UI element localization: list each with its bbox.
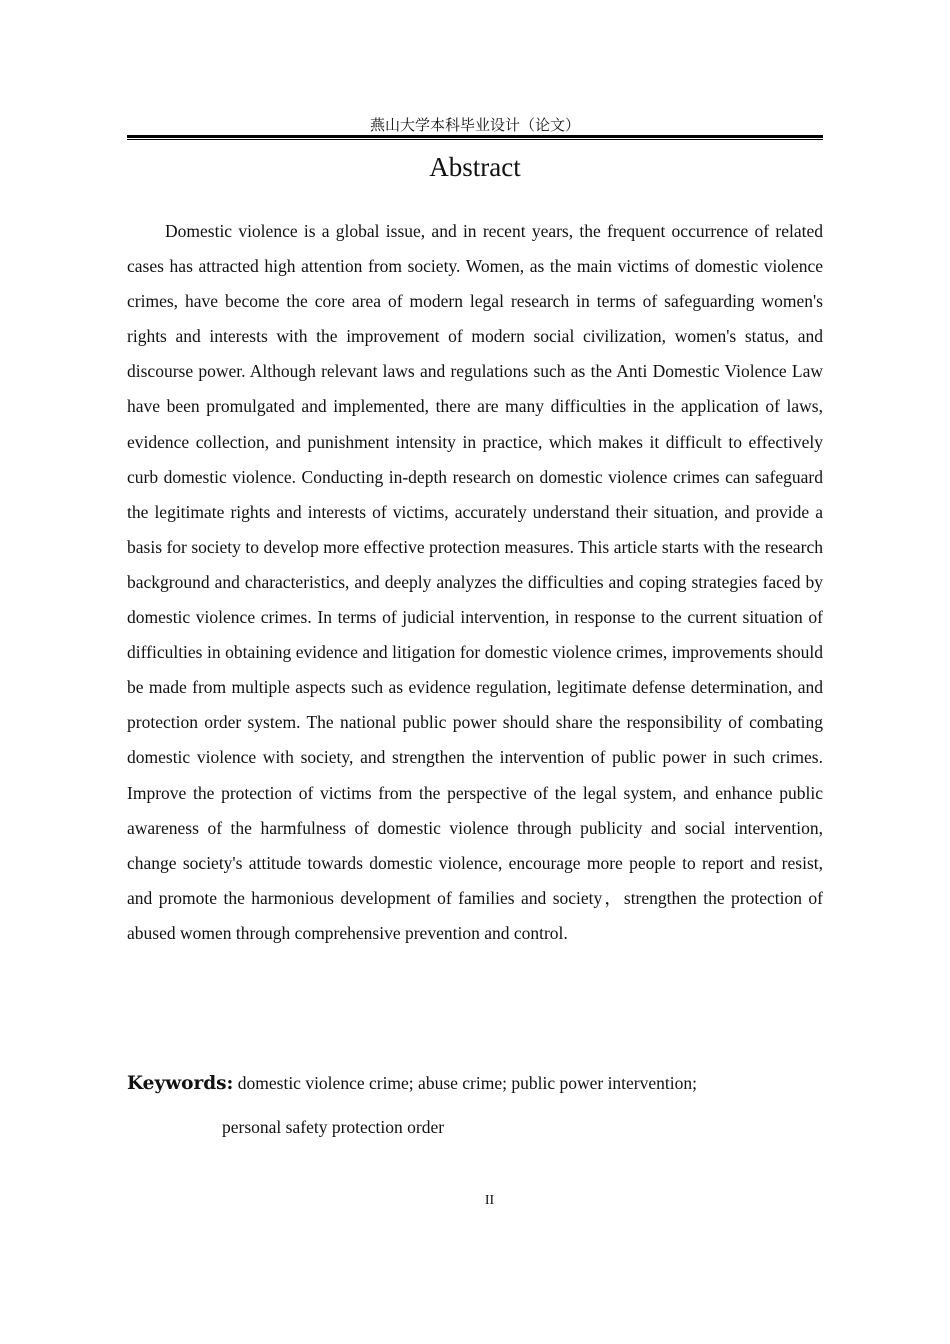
abstract-body: Domestic violence is a global issue, and in recent years, the frequent occurrence of related cases has attracted high attention from society. Women, as the main victims of domestic violence crimes, have become the core area of modern legal research in terms of safeguarding women's rights and interests with the improvement of modern social civilization, women's status, and discourse power. Although relevant laws and regulations such as the Anti Domestic Violence Law have been promulgated and implemented, there are many difficulties in the application of laws, evidence collection, and punishment intensity in practice, which makes it difficult to effectively curb domestic violence. Conducting in-depth research on domestic violence crimes can safeguard the legitimate rights and interests of victims, accurately understand their situation, and provide a basis for society to develop more effective protection measures. This article starts with the research background and characteristics, and deeply analyzes the difficulties and coping strategies faced by domestic violence crimes. In terms of judicial intervention, in response to the current situation of difficulties in obtaining evidence and litigation for domestic violence crimes, improvements should be made from multiple aspects such as evidence regulation, legitimate defense determination, and protection order system. The national public power should share the responsibility of combating domestic violence with society, and strengthen the intervention of public power in such crimes. Improve the protection of victims from the perspective of the legal system, and enhance public awareness of the harmfulness of domestic violence through publicity and social intervention, change society's attitude towards domestic violence, encourage more people to report and resist, and promote the harmonious development of families and society，strengthen the protection of abused women through comprehensive prevention and control.	[127, 221, 823, 943]
abstract-title: Abstract	[429, 152, 521, 182]
header-rule-thick	[127, 135, 823, 138]
keywords-continuation: personal safety protection order	[222, 1117, 445, 1137]
keywords-label: Keywords:	[127, 1073, 234, 1094]
page-number: II	[484, 1193, 495, 1208]
keywords-text: domestic violence crime; abuse crime; public power intervention;	[237, 1073, 697, 1093]
running-header: 燕山大学本科毕业设计（论文）	[369, 116, 580, 134]
header-rule-thin	[127, 139, 823, 140]
keywords-line	[127, 1066, 823, 1101]
